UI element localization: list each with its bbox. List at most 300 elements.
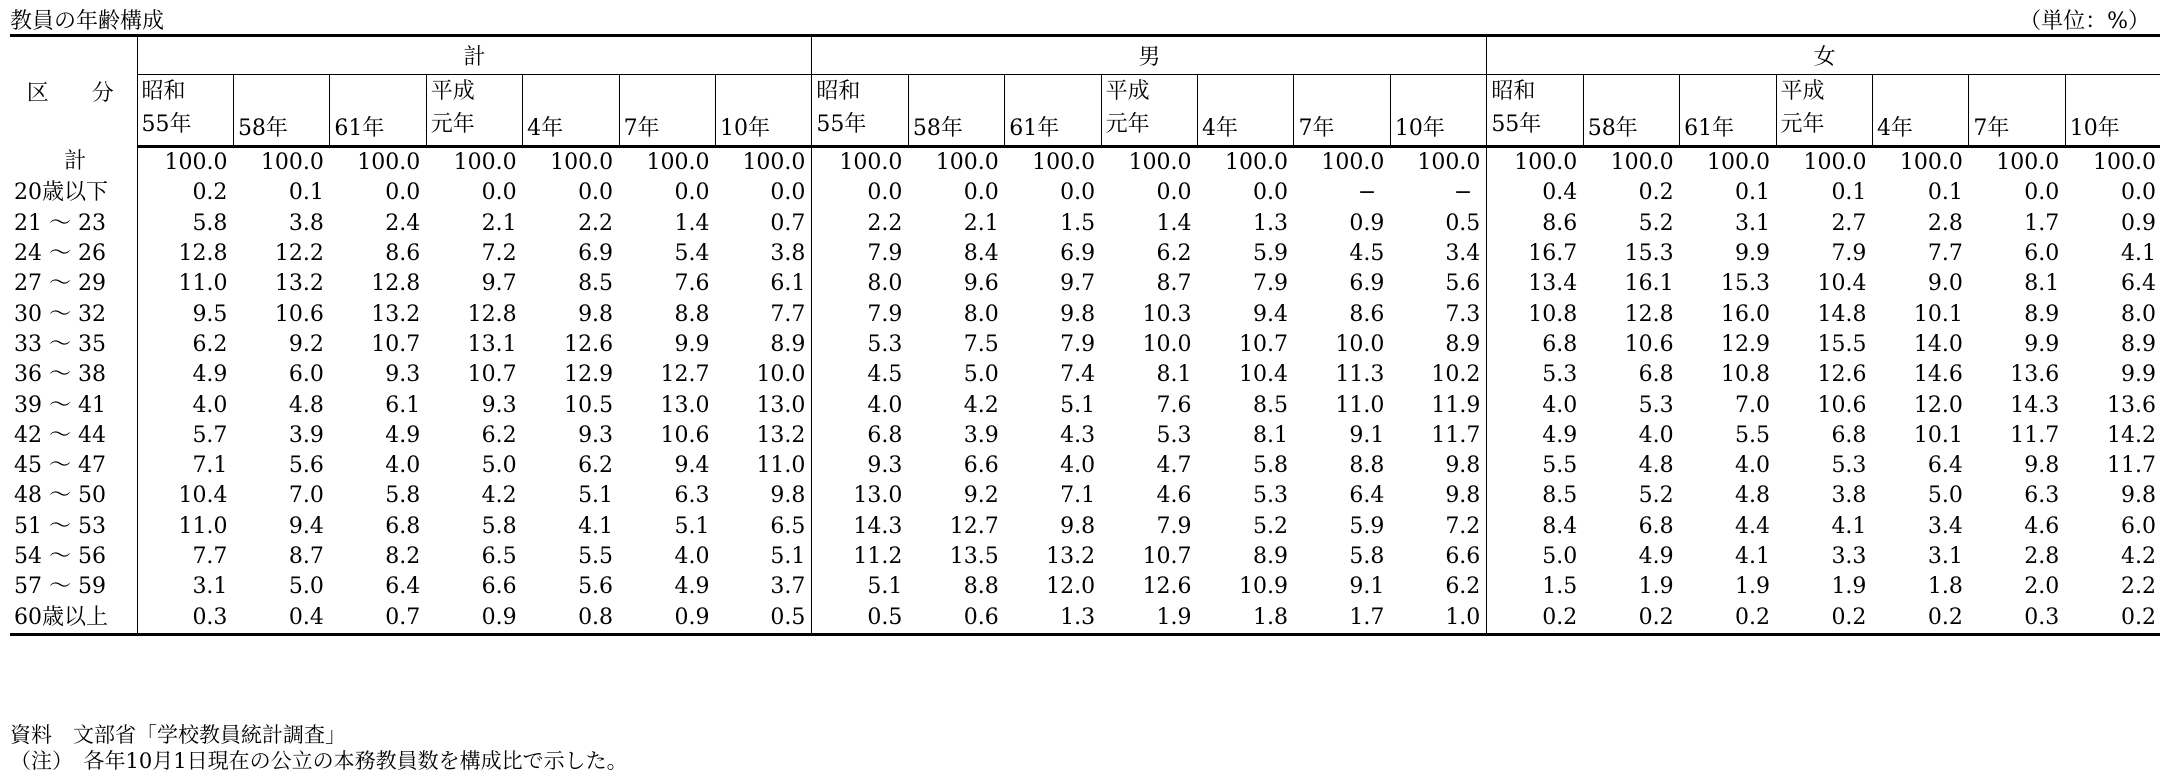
value-cell: 4.5 [1349,241,1385,267]
value-cell: 11.7 [2010,422,2060,448]
value-cell: 7.9 [1060,331,1096,357]
age-table [10,34,2160,636]
value-cell: 9.2 [288,331,324,357]
value-cell: 5.1 [578,483,614,509]
value-cell: 100.0 [1321,150,1385,176]
value-cell: 16.1 [1624,271,1674,297]
table-row [10,512,2160,542]
value-cell: 8.6 [1487,209,1583,239]
value-cell: 7.9 [1156,513,1192,539]
table-row [10,209,2160,239]
value-cell: 6.8 [1638,513,1674,539]
row-label: 42 ～ 44 [14,422,106,448]
value-cell: 100.0 [1803,150,1867,176]
row-label: 33 ～ 35 [14,331,106,357]
value-cell: 4.0 [1735,453,1771,479]
value-cell: 6.2 [578,453,614,479]
year-header [1872,75,1968,147]
value-cell: 15.3 [1721,271,1771,297]
table-row [10,602,2160,634]
value-cell: 2.1 [481,210,517,236]
value-cell: 5.5 [1735,422,1771,448]
value-cell: 10.4 [137,481,233,511]
value-cell: 0.0 [385,180,421,206]
year-spacer [1202,79,1293,112]
value-cell: 12.0 [1913,392,1963,418]
year-era: 平成 [1105,79,1150,104]
value-cell: 3.4 [1445,241,1481,267]
value-cell: 12.8 [467,301,517,327]
year-header [233,75,329,147]
footnote: 資料 文部省「学校教員統計調査」 [10,723,346,747]
value-cell: 1.9 [1101,602,1197,634]
value-cell: 10.6 [274,301,324,327]
year-header [1680,75,1776,147]
value-cell: 100.0 [1417,150,1481,176]
value-cell: 4.0 [812,390,908,420]
value-cell: 1.9 [1735,574,1771,600]
value-cell: 14.8 [1817,301,1867,327]
row-label: 45 ～ 47 [14,453,106,479]
value-cell: 4.0 [385,453,421,479]
value-cell: 15.5 [1817,331,1867,357]
value-cell: 7.7 [137,542,233,572]
value-cell: 5.0 [288,574,324,600]
value-cell: 5.7 [137,421,233,451]
value-cell: 6.6 [963,453,999,479]
value-cell: 2.7 [1831,210,1867,236]
value-cell: 7.2 [481,241,517,267]
value-cell: 0.2 [137,178,233,208]
value-cell: 8.5 [578,271,614,297]
year-spacer [1009,79,1100,112]
value-cell: 100.0 [646,150,710,176]
value-cell: 9.3 [812,451,908,481]
value-cell: 6.2 [1445,574,1481,600]
year-era: 昭和 [141,79,186,104]
value-cell: 0.7 [770,210,806,236]
value-cell: 4.6 [1156,483,1192,509]
value-cell: 0.6 [908,602,1004,634]
value-cell: 6.1 [770,271,806,297]
value-cell: 7.4 [1060,362,1096,388]
value-cell: 5.2 [1638,210,1674,236]
value-cell: 1.0 [1390,602,1486,634]
table-row [10,330,2160,360]
value-cell: 1.4 [1156,210,1192,236]
value-cell: 8.0 [963,301,999,327]
year-label: 4年 [1876,116,1913,141]
value-cell: 100.0 [1610,150,1674,176]
value-cell: 8.6 [1349,301,1385,327]
value-cell: 4.0 [1060,453,1096,479]
value-cell: 7.0 [1735,392,1771,418]
value-cell: 5.3 [1252,483,1288,509]
value-cell: 6.0 [288,362,324,388]
value-cell: 5.8 [385,483,421,509]
value-cell: 9.5 [137,299,233,329]
value-cell: 4.8 [1638,453,1674,479]
table-row [10,239,2160,269]
value-cell: 0.0 [674,180,710,206]
value-cell: 11.9 [1431,392,1481,418]
year-label: 7年 [623,116,660,141]
year-label: 元年 [1105,112,1150,137]
value-cell: 5.9 [1349,513,1385,539]
value-cell: 0.0 [812,178,908,208]
table-row [10,360,2160,390]
value-cell: 7.1 [137,451,233,481]
value-cell: 4.9 [385,422,421,448]
kubun-header: 区 分 [10,36,137,147]
value-cell: 4.1 [1831,513,1867,539]
year-header [426,75,522,147]
row-label: 39 ～ 41 [14,392,106,418]
value-cell: 1.3 [1252,210,1288,236]
value-cell: 6.3 [674,483,710,509]
table-row [10,299,2160,329]
value-cell: 5.8 [137,209,233,239]
year-spacer [720,79,811,112]
value-cell: 4.7 [1156,453,1192,479]
value-cell: 100.0 [812,147,908,179]
value-cell: 10.6 [1624,331,1674,357]
row-label: 60歳以上 [10,602,137,634]
year-era: 昭和 [816,79,861,104]
year-header [715,75,811,147]
value-cell: 5.3 [1638,392,1674,418]
value-cell: 9.8 [770,483,806,509]
value-cell: 5.9 [1252,241,1288,267]
value-cell: 5.6 [578,574,614,600]
value-cell: 0.4 [233,602,329,634]
value-cell: 100.0 [1487,147,1583,179]
value-cell: 14.3 [2010,392,2060,418]
value-cell: 3.8 [770,241,806,267]
value-cell: 0.0 [1252,180,1288,206]
value-cell: 100.0 [742,150,806,176]
value-cell: 3.8 [1831,483,1867,509]
value-cell: − [1453,180,1473,206]
value-cell: 10.3 [1142,301,1192,327]
value-cell: 13.5 [949,544,999,569]
value-cell: 4.9 [1487,421,1583,451]
year-spacer [238,79,329,112]
value-cell: 4.2 [963,392,999,418]
value-cell: 9.9 [674,331,710,357]
year-label: 55年 [141,112,192,137]
value-cell: 9.7 [481,271,517,297]
row-label: 27 ～ 29 [14,271,106,297]
value-cell: 1.9 [1638,574,1674,600]
value-cell: 100.0 [2093,150,2156,176]
group-header: 男 [812,36,1487,75]
value-cell: 9.8 [1060,513,1096,539]
year-spacer [1973,79,2064,112]
value-cell: 6.8 [1487,330,1583,360]
year-label: 58年 [1587,116,1638,141]
value-cell: 3.9 [963,422,999,448]
value-cell: 5.5 [578,544,614,569]
table-row [10,390,2160,420]
value-cell: 4.5 [812,360,908,390]
year-label: 7年 [1973,116,2010,141]
value-cell: 6.5 [481,544,517,569]
value-cell: 9.4 [288,513,324,539]
year-header [812,75,908,147]
value-cell: 0.9 [1349,210,1385,236]
row-label: 20歳以下 [14,180,108,206]
value-cell: 10.7 [1238,331,1288,357]
year-era: 昭和 [1491,79,1536,104]
value-cell: 1.3 [1005,602,1101,634]
value-cell: 16.0 [1721,301,1771,327]
unit-label: （単位：%） [2019,8,2150,34]
value-cell: 3.9 [288,422,324,448]
value-cell: 5.3 [1487,360,1583,390]
value-cell: 5.6 [1445,271,1481,297]
year-spacer [527,79,618,112]
value-cell: 8.5 [1252,392,1288,418]
value-cell: 4.0 [137,390,233,420]
value-cell: 5.0 [963,362,999,388]
value-cell: 100.0 [1224,150,1288,176]
value-cell: 11.7 [2107,453,2156,479]
value-cell: 13.2 [1046,544,1096,569]
year-header [330,75,426,147]
header-row-years [10,75,2160,147]
value-cell: 5.1 [674,513,710,539]
value-cell: 9.8 [2024,453,2060,479]
value-cell: 4.9 [674,574,710,600]
value-cell: 10.1 [1913,301,1963,327]
value-cell: 10.4 [1238,362,1288,388]
value-cell: 9.1 [1349,574,1385,600]
year-era: 平成 [430,79,475,104]
value-cell: 2.8 [2024,544,2060,569]
value-cell: 8.2 [385,544,421,569]
value-cell: 9.2 [963,483,999,509]
value-cell: 3.7 [770,574,806,600]
value-cell: 100.0 [1899,150,1963,176]
table-row [10,147,2160,179]
value-cell: 10.5 [564,392,614,418]
value-cell: 5.8 [481,513,517,539]
value-cell: 9.3 [385,362,421,388]
year-spacer [2070,79,2160,112]
year-header [1101,75,1197,147]
value-cell: 8.9 [1445,331,1481,357]
value-cell: 6.4 [1349,483,1385,509]
value-cell: 9.1 [1349,422,1385,448]
row-label: 36 ～ 38 [14,362,106,388]
value-cell: 10.1 [1913,422,1963,448]
value-cell: 8.7 [1156,271,1192,297]
year-label: 58年 [912,116,963,141]
value-cell: 16.7 [1487,239,1583,269]
group-header: 女 [1487,36,2160,75]
value-cell: 12.8 [137,239,233,269]
value-cell: 14.6 [1913,362,1963,388]
value-cell: 6.8 [812,421,908,451]
year-header [137,75,233,147]
value-cell: 1.9 [1831,574,1867,600]
value-cell: 9.8 [2121,483,2156,509]
value-cell: 5.6 [288,453,324,479]
value-cell: 13.0 [756,392,806,418]
value-cell: 7.9 [812,239,908,269]
year-label: 7年 [1298,116,1335,141]
value-cell: 100.0 [1128,150,1192,176]
year-label: 61年 [1684,116,1735,141]
value-cell: 12.0 [1046,574,1096,600]
value-cell: 14.3 [812,512,908,542]
value-cell: 8.1 [2024,271,2060,297]
value-cell: 5.4 [674,241,710,267]
value-cell: 3.1 [137,572,233,602]
table-header [10,36,2160,147]
header-row-groups [10,36,2160,75]
value-cell: 0.1 [1735,180,1771,206]
value-cell: 0.9 [426,602,522,634]
value-cell: 6.4 [1927,453,1963,479]
value-cell: 0.2 [1638,180,1674,206]
value-cell: 6.0 [2024,241,2060,267]
value-cell: 13.2 [274,271,324,297]
table-row [10,269,2160,299]
value-cell: 12.6 [1142,574,1192,600]
value-cell: 4.4 [1735,513,1771,539]
title-row [10,4,2150,34]
value-cell: 4.1 [1735,544,1771,569]
year-header [1969,75,2065,147]
row-label: 48 ～ 50 [14,483,106,509]
value-cell: 9.8 [1445,453,1481,479]
value-cell: 0.0 [2024,180,2060,206]
value-cell: 10.0 [1142,331,1192,357]
value-cell: 5.5 [1487,451,1583,481]
value-cell: 0.5 [1445,210,1481,236]
value-cell: 100.0 [1996,150,2060,176]
year-label: 61年 [1009,116,1060,141]
value-cell: 100.0 [1707,150,1771,176]
value-cell: 9.8 [1445,483,1481,509]
year-label: 4年 [1202,116,1239,141]
value-cell: 9.9 [2024,331,2060,357]
value-cell: 12.8 [1624,301,1674,327]
year-label: 元年 [1780,112,1825,137]
value-cell: 9.9 [1735,241,1771,267]
value-cell: 9.8 [578,301,614,327]
year-spacer [1877,79,1968,112]
value-cell: 14.0 [1913,331,1963,357]
value-cell: 13.6 [2010,362,2060,388]
value-cell: 11.0 [756,453,806,479]
year-era: 平成 [1780,79,1825,104]
table-row [10,178,2160,208]
year-spacer [1684,79,1775,112]
value-cell: 5.3 [1156,422,1192,448]
value-cell: 2.2 [578,210,614,236]
value-cell: 11.2 [812,542,908,572]
year-spacer [1395,79,1486,112]
value-cell: 100.0 [137,147,233,179]
footnotes [10,722,628,774]
value-cell: 10.8 [1721,362,1771,388]
value-cell: 9.0 [1927,271,1963,297]
value-cell: 10.8 [1487,299,1583,329]
value-cell: 0.2 [1776,602,1872,634]
value-cell: 4.0 [1487,390,1583,420]
value-cell: 0.0 [1060,180,1096,206]
value-cell: 100.0 [357,150,421,176]
year-header [1776,75,1872,147]
value-cell: 0.3 [137,602,233,634]
value-cell: 12.2 [274,241,324,267]
value-cell: 9.6 [963,271,999,297]
value-cell: 6.3 [2024,483,2060,509]
value-cell: 13.1 [467,331,517,357]
value-cell: 8.0 [812,269,908,299]
row-label: 21 ～ 23 [14,210,106,236]
value-cell: 4.0 [1638,422,1674,448]
value-cell: 5.0 [1927,483,1963,509]
value-cell: 9.3 [481,392,517,418]
value-cell: 6.2 [137,330,233,360]
value-cell: 4.9 [1638,544,1674,569]
value-cell: 8.4 [1487,512,1583,542]
value-cell: 8.8 [963,574,999,600]
value-cell: 2.4 [385,210,421,236]
value-cell: 0.3 [1969,602,2065,634]
table-row [10,542,2160,572]
value-cell: 5.0 [481,453,517,479]
year-label: 58年 [237,116,288,141]
value-cell: 0.2 [1583,602,1679,634]
value-cell: 1.4 [674,210,710,236]
value-cell: 6.4 [385,574,421,600]
value-cell: 6.6 [481,574,517,600]
value-cell: 5.8 [1252,453,1288,479]
value-cell: 12.7 [660,362,710,388]
value-cell: 1.7 [1294,602,1390,634]
value-cell: 6.8 [385,513,421,539]
year-label: 61年 [334,116,385,141]
value-cell: 0.9 [619,602,715,634]
value-cell: 0.8 [523,602,619,634]
value-cell: 12.6 [1817,362,1867,388]
value-cell: 0.0 [770,180,806,206]
year-spacer [1298,79,1389,112]
value-cell: 1.8 [1927,574,1963,600]
value-cell: 0.1 [1927,180,1963,206]
group-header: 計 [137,36,812,75]
value-cell: 5.2 [1638,483,1674,509]
value-cell: 0.2 [2065,602,2160,634]
value-cell: 8.1 [1252,422,1288,448]
year-header [1583,75,1679,147]
value-cell: 100.0 [550,150,614,176]
value-cell: 3.4 [1927,513,1963,539]
value-cell: 11.7 [1431,422,1481,448]
value-cell: 10.6 [660,422,710,448]
value-cell: 7.0 [288,483,324,509]
value-cell: 0.0 [1156,180,1192,206]
year-label: 元年 [430,112,475,137]
value-cell: 4.9 [137,360,233,390]
table-row [10,481,2160,511]
value-cell: 2.8 [1927,210,1963,236]
